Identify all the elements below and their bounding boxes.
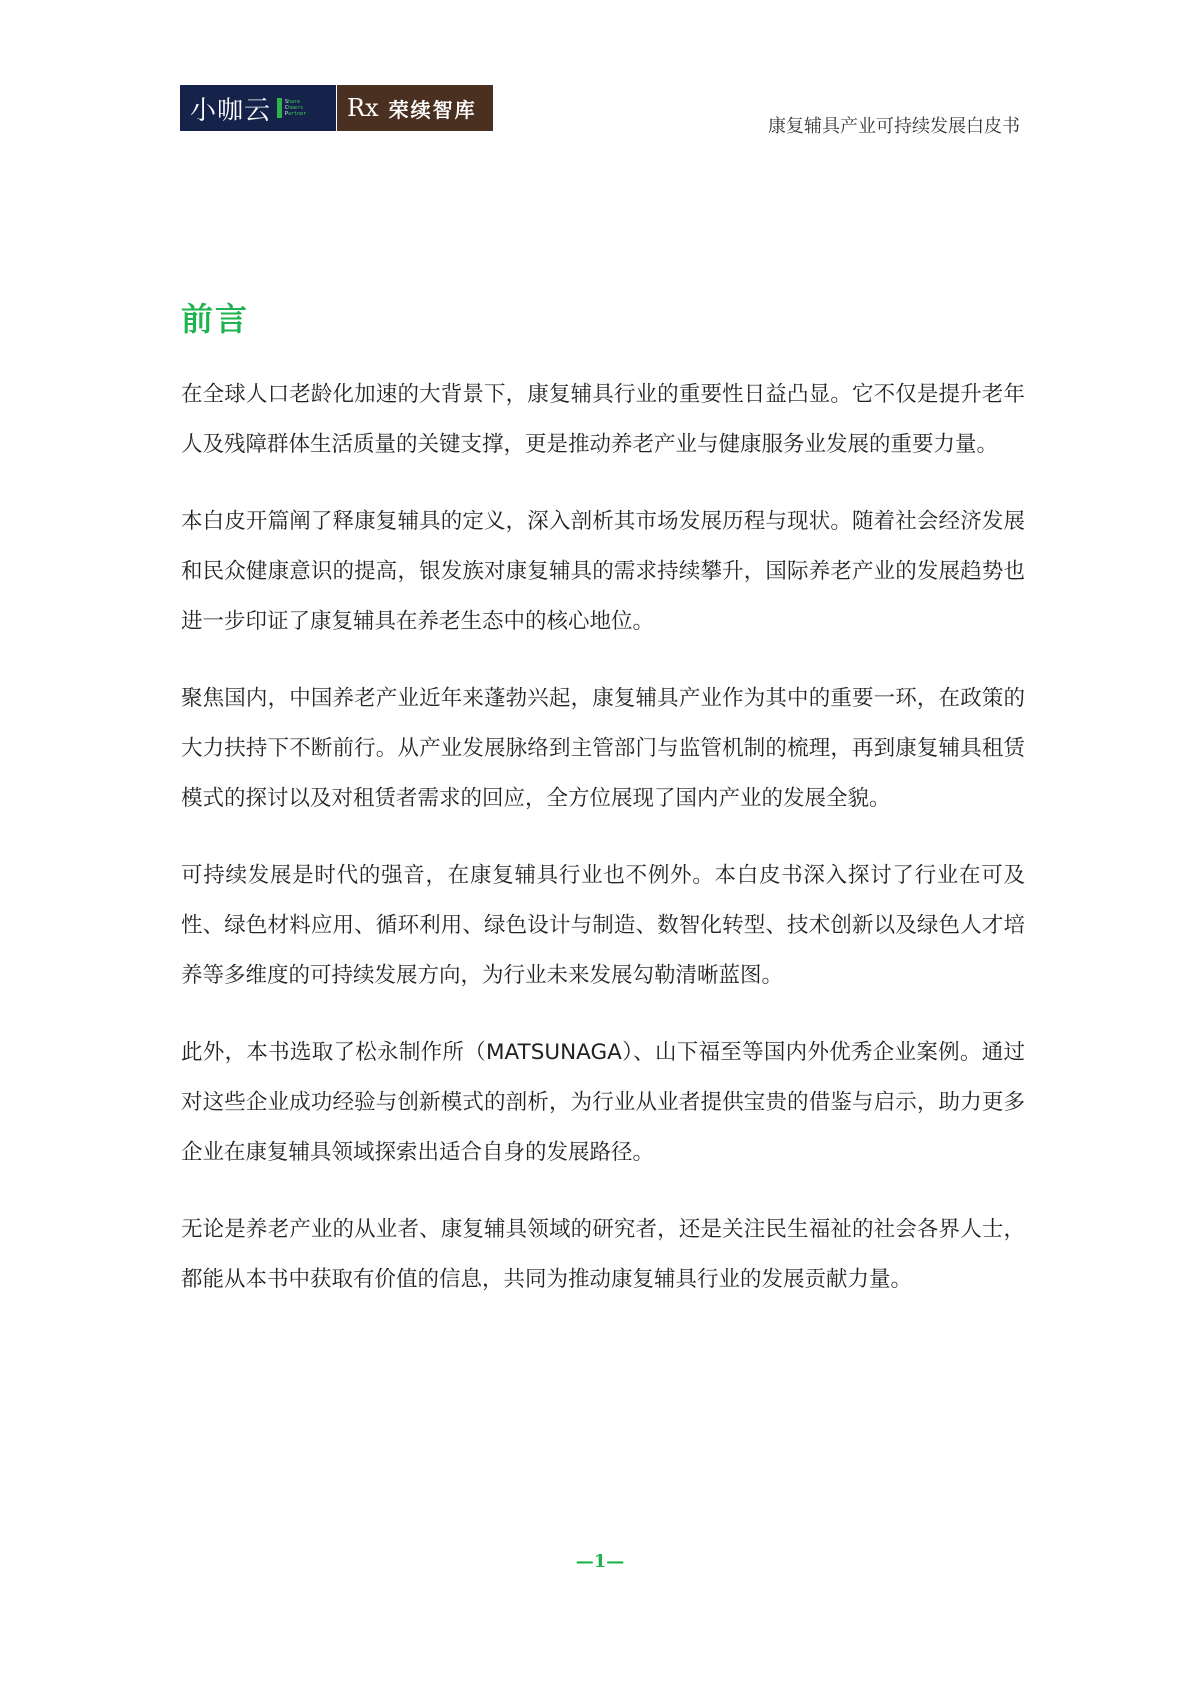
paragraph: 聚焦国内，中国养老产业近年来蓬勃兴起，康复辅具产业作为其中的重要一环，在政策的大力扶持下不断前行。从产业发展脉络到主管部门与监管机制的梳理，再到康复辅具租赁模式的探讨以及对租赁者需求的回应，全方位展现了国内产业的发展全貌。 (181, 686, 1025, 811)
paragraph: 此外，本书选取了松永制作所（MATSUNAGA）、山下福至等国内外优秀企业案例。通过对这些企业成功经验与创新模式的剖析，为行业从业者提供宝贵的借鉴与启示，助力更多企业在康复辅具领域探索出适合自身的发展路径。 (181, 1040, 1025, 1165)
logo-green-bar (277, 98, 282, 118)
paragraph: 在全球人口老龄化加速的大背景下，康复辅具行业的重要性日益凸显。它不仅是提升老年人及残障群体生活质量的关键支撑，更是推动养老产业与健康服务业发展的重要力量。 (181, 382, 1025, 457)
document-title: 康复辅具产业可持续发展白皮书 (768, 116, 1020, 137)
paragraph: 无论是养老产业的从业者、康复辅具领域的研究者，还是关注民生福祉的社会各界人士，都能从本书中获取有价值的信息，共同为推动康复辅具行业的发展贡献力量。 (181, 1217, 1025, 1292)
logo-tagline (285, 99, 306, 117)
logo-xiaokayun (180, 85, 336, 131)
logo-brand-text: 荣续智库 (388, 97, 477, 122)
page-number: —1— (575, 1551, 625, 1572)
rx-icon: Rx (347, 94, 379, 122)
logo-tagline-line: Cheers (285, 105, 304, 111)
section-title: 前言 (181, 300, 250, 338)
logo-rongxu (337, 85, 493, 131)
logo-tagline-line: Partner (285, 111, 307, 117)
paragraph: 可持续发展是时代的强音，在康复辅具行业也不例外。本白皮书深入探讨了行业在可及性、绿色材料应用、循环利用、绿色设计与制造、数智化转型、技术创新以及绿色人才培养等多维度的可持续发展方向，为行业未来发展勾勒清晰蓝图。 (181, 863, 1025, 988)
logo-brand-text: 小咖云 (190, 95, 272, 126)
body-content (181, 370, 1025, 1332)
header-logo (180, 85, 493, 131)
paragraph: 本白皮开篇阐了释康复辅具的定义，深入剖析其市场发展历程与现状。随着社会经济发展和民众健康意识的提高，银发族对康复辅具的需求持续攀升，国际养老产业的发展趋势也进一步印证了康复辅具在养老生态中的核心地位。 (181, 509, 1025, 634)
logo-tagline-line: Share (285, 99, 301, 105)
